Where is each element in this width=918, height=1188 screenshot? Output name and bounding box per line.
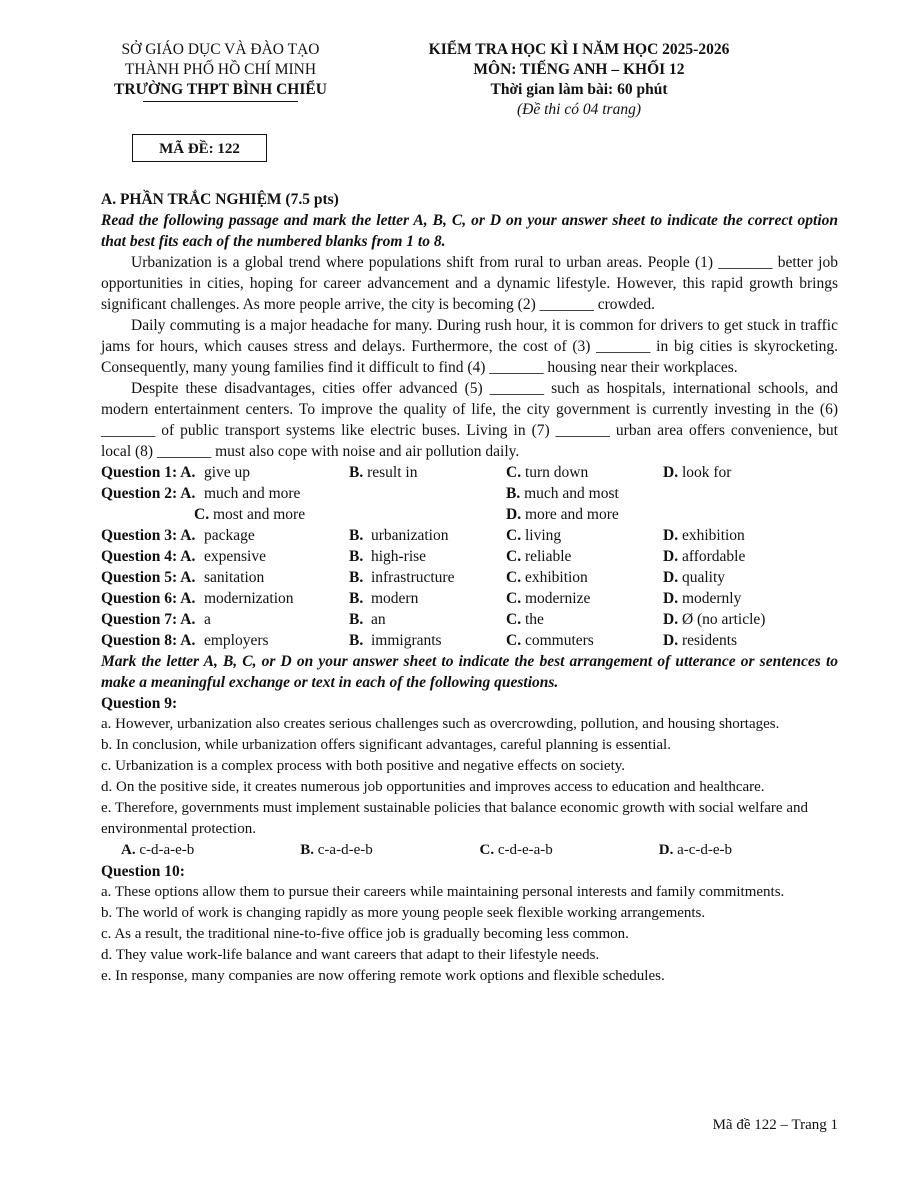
question-1 — [101, 462, 838, 483]
q9-answer-a: A. c-d-a-e-b — [121, 842, 195, 858]
subject-line: MÔN: TIẾNG ANH – KHỐI 12 — [473, 61, 685, 78]
exam-body — [101, 189, 838, 987]
question-label: Question 7: A. — [101, 611, 196, 628]
question-label: Question 1: A. — [101, 464, 196, 481]
q9-answer-b: B. c-a-d-e-b — [300, 842, 373, 858]
option-a: sanitation — [204, 569, 265, 586]
q9-answer-d: D. a-c-d-e-b — [658, 842, 733, 858]
header-right — [369, 40, 789, 120]
q9-sentence-d: d. On the positive side, it creates numerous job opportunities and improves access to education and healthcare. — [101, 779, 765, 795]
page-count-note: (Đề thi có 04 trang) — [517, 101, 641, 118]
header-left — [98, 40, 343, 102]
option-c: C. the — [506, 611, 544, 628]
option-c: C. modernize — [506, 590, 591, 607]
question-4 — [101, 546, 838, 567]
option-b: B. result in — [349, 464, 418, 481]
duration-line: Thời gian làm bài: 60 phút — [490, 81, 668, 98]
school-underline — [143, 101, 298, 102]
option-b: B. urbanization — [349, 527, 449, 544]
option-d: D. modernly — [663, 590, 742, 607]
option-b: B. much and most — [506, 485, 619, 502]
question-3 — [101, 525, 838, 546]
school-name: TRƯỜNG THPT BÌNH CHIỂU — [114, 81, 327, 98]
option-a: employers — [204, 632, 269, 649]
question-8 — [101, 630, 838, 651]
exam-code-box: MÃ ĐỀ: 122 — [132, 134, 267, 162]
option-a: a — [204, 611, 211, 628]
instruction-1: Read the following passage and mark the letter A, B, C, or D on your answer sheet to indicate the correct option that best fits each of the numbered blanks from 1 to 8. — [101, 212, 838, 250]
question-label: Question 6: A. — [101, 590, 196, 607]
q9-sentence-b: b. In conclusion, while urbanization offers significant advantages, careful planning is essential. — [101, 737, 671, 753]
passage-paragraph-2: Daily commuting is a major headache for many. During rush hour, it is common for drivers to get stuck in traffic jams for hours, which causes stress and delays. Furthermore, the cost of (3) _______ in big cities is skyrocketing. Consequently, many young families find it difficult to find (4) _______ housing near their workplaces. — [101, 317, 838, 376]
option-c: C. exhibition — [506, 569, 588, 586]
question-label: Question 8: A. — [101, 632, 196, 649]
passage-paragraph-3: Despite these disadvantages, cities offer advanced (5) _______ such as hospitals, international schools, and modern entertainment centers. To improve the quality of life, the city government is currently investing in the (6) _______ of public transport systems like electric buses. Living in (7) _______ urban area offers convenience, but local (8) _______ must also cope with noise and air pollution daily. — [101, 380, 838, 460]
question-2 — [101, 483, 838, 504]
section-a-title: A. PHẦN TRẮC NGHIỆM (7.5 pts) — [101, 191, 339, 208]
question-label: Question 5: A. — [101, 569, 196, 586]
option-d: D. affordable — [663, 548, 746, 565]
q9-sentence-c: c. Urbanization is a complex process with both positive and negative effects on society. — [101, 758, 626, 774]
option-d: D. quality — [663, 569, 726, 586]
page-footer: Mã đề 122 – Trang 1 — [712, 1117, 838, 1133]
option-d: D. Ø (no article) — [663, 611, 766, 628]
option-b: B. immigrants — [349, 632, 442, 649]
question-5 — [101, 567, 838, 588]
option-a: package — [204, 527, 255, 544]
option-b: B. infrastructure — [349, 569, 455, 586]
question-label: Question 4: A. — [101, 548, 196, 565]
option-b: B. high-rise — [349, 548, 427, 565]
option-d: D. exhibition — [663, 527, 745, 544]
q10-sentence-e: e. In response, many companies are now offering remote work options and flexible schedules. — [101, 968, 665, 984]
option-a: give up — [204, 464, 251, 481]
option-d: D. more and more — [506, 506, 619, 523]
option-c: C. turn down — [506, 464, 589, 481]
option-d: D. look for — [663, 464, 732, 481]
option-a: expensive — [204, 548, 266, 565]
option-a: much and more — [204, 485, 301, 502]
q10-sentence-d: d. They value work-life balance and want careers that adapt to their lifestyle needs. — [101, 947, 600, 963]
question-6 — [101, 588, 838, 609]
option-d: D. residents — [663, 632, 738, 649]
option-b: B. an — [349, 611, 386, 628]
department-name: SỞ GIÁO DỤC VÀ ĐÀO TẠO — [121, 41, 320, 58]
passage-paragraph-1: Urbanization is a global trend where populations shift from rural to urban areas. People (1) _______ better job opportunities in cities, hoping for career advancement and a dynamic lifestyle. However, this rapid growth brings significant challenges. As more people arrive, the city is becoming (2) _______ crowded. — [101, 254, 838, 313]
q9-sentence-a: a. However, urbanization also creates serious challenges such as overcrowding, pollution, and housing shortages. — [101, 716, 780, 732]
question-label: Question 2: A. — [101, 485, 196, 502]
question-7 — [101, 609, 838, 630]
q9-sentence-e: e. Therefore, governments must implement sustainable policies that balance economic growth with social welfare and environmental protection. — [101, 800, 808, 837]
q9-answers — [101, 840, 838, 861]
option-c: C. most and more — [194, 506, 306, 523]
option-c: C. living — [506, 527, 562, 544]
exam-title: KIỂM TRA HỌC KÌ I NĂM HỌC 2025-2026 — [428, 41, 730, 58]
option-c: C. reliable — [506, 548, 572, 565]
question-10-label: Question 10: — [101, 863, 185, 880]
question-2-line-2 — [101, 504, 838, 525]
q10-sentence-a: a. These options allow them to pursue their careers while maintaining personal interests and family commitments. — [101, 884, 785, 900]
q10-sentence-b: b. The world of work is changing rapidly as more young people seek flexible working arrangements. — [101, 905, 706, 921]
option-b: B. modern — [349, 590, 419, 607]
q9-answer-c: C. c-d-e-a-b — [479, 842, 553, 858]
question-9-label: Question 9: — [101, 695, 178, 712]
city-name: THÀNH PHỐ HỒ CHÍ MINH — [124, 61, 317, 78]
q10-sentence-c: c. As a result, the traditional nine-to-five office job is gradually becoming less common. — [101, 926, 629, 942]
question-label: Question 3: A. — [101, 527, 196, 544]
option-c: C. commuters — [506, 632, 594, 649]
option-a: modernization — [204, 590, 294, 607]
instruction-2: Mark the letter A, B, C, or D on your answer sheet to indicate the best arrangement of utterance or sentences to make a meaningful exchange or text in each of the following questions. — [101, 653, 838, 691]
